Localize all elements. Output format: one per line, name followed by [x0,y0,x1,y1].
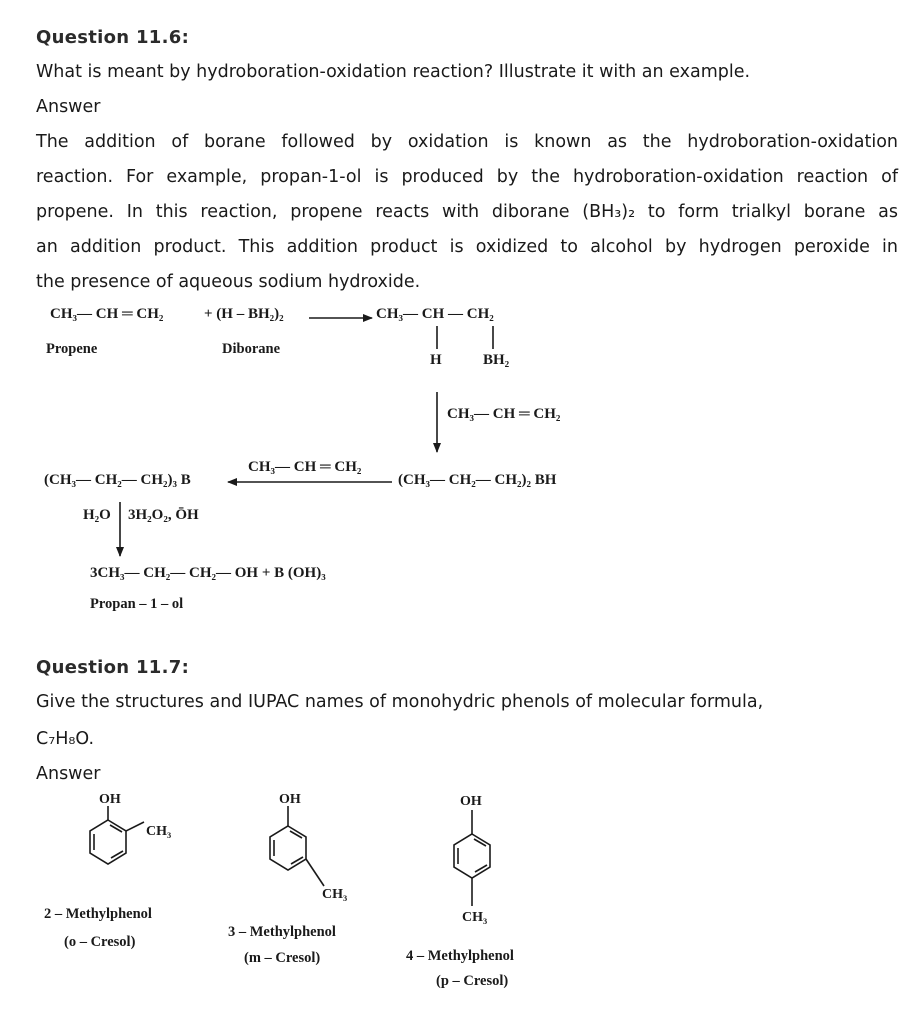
question-11-7-formula: C₇H₈O. [36,729,95,749]
m-cresol-common-name: (m – Cresol) [244,950,321,966]
question-11-7-text: Give the structures and IUPAC names of monohydric phenols of molecular formula, [36,692,764,712]
m-cresol-ch3: CH₃ [322,887,348,902]
propene-reagent-down: CH₃— CH ═ CH₂ [447,406,561,422]
p-cresol-ring [454,810,490,906]
o-cresol-ring [90,806,144,864]
final-product-formula: 3CH₃— CH₂— CH₂— OH + B (OH)₃ [90,565,326,581]
p-cresol-common-name: (p – Cresol) [436,973,509,989]
diborane-formula: + (H – BH₂)₂ [204,306,284,322]
question-11-7-title: Question 11.7: [36,657,190,678]
o-cresol-common-name: (o – Cresol) [64,934,136,950]
paragraph-line: the presence of aqueous sodium hydroxide. [36,272,421,292]
paragraph-line: The addition of borane followed by oxidation is known as the hydroboration-oxidation [36,132,898,152]
propene-reagent-left: CH₃— CH ═ CH₂ [248,459,362,475]
oxidation-reagent-peroxide: 3H₂O₂, ŌH [128,507,199,523]
p-cresol-ch3: CH₃ [462,910,488,925]
question-11-6-title: Question 11.6: [36,27,190,48]
addition-product-formula: CH₃— CH — CH₂ [376,306,494,322]
dialkyl-borane-formula: (CH₃— CH₂— CH₂)₂ BH [398,472,557,488]
answer-label-11-7: Answer [36,764,101,784]
oxidation-reagent-water: H₂O [83,507,111,523]
propene-formula: CH₃— CH ═ CH₂ [50,306,164,322]
paragraph-line: reaction. For example, propan-1-ol is produced by the hydroboration-oxidation reaction of [36,167,898,187]
m-cresol-name: 3 – Methylphenol [228,924,336,940]
addition-product-h: H [430,352,442,368]
paragraph-line: an addition product. This addition product is oxidized to alcohol by hydrogen peroxide in [36,237,898,257]
propene-label: Propene [46,341,98,357]
trialkyl-borane-formula: (CH₃— CH₂— CH₂)₃ B [44,472,191,488]
answer-label: Answer [36,97,101,117]
m-cresol-oh: OH [279,792,301,807]
o-cresol-ch3: CH₃ [146,824,172,839]
o-cresol-oh: OH [99,792,121,807]
propanol-label: Propan – 1 – ol [90,596,184,612]
o-cresol-name: 2 – Methylphenol [44,906,152,922]
paragraph-line: propene. In this reaction, propene reacts with diborane (BH₃)₂ to form trialkyl borane as [36,202,898,222]
diborane-label: Diborane [222,341,280,357]
m-cresol-ring [270,806,324,886]
p-cresol-oh: OH [460,794,482,809]
p-cresol-name: 4 – Methylphenol [406,948,514,964]
addition-product-bh2: BH₂ [483,352,510,368]
question-11-6-text: What is meant by hydroboration-oxidation reaction? Illustrate it with an example. [36,62,751,82]
